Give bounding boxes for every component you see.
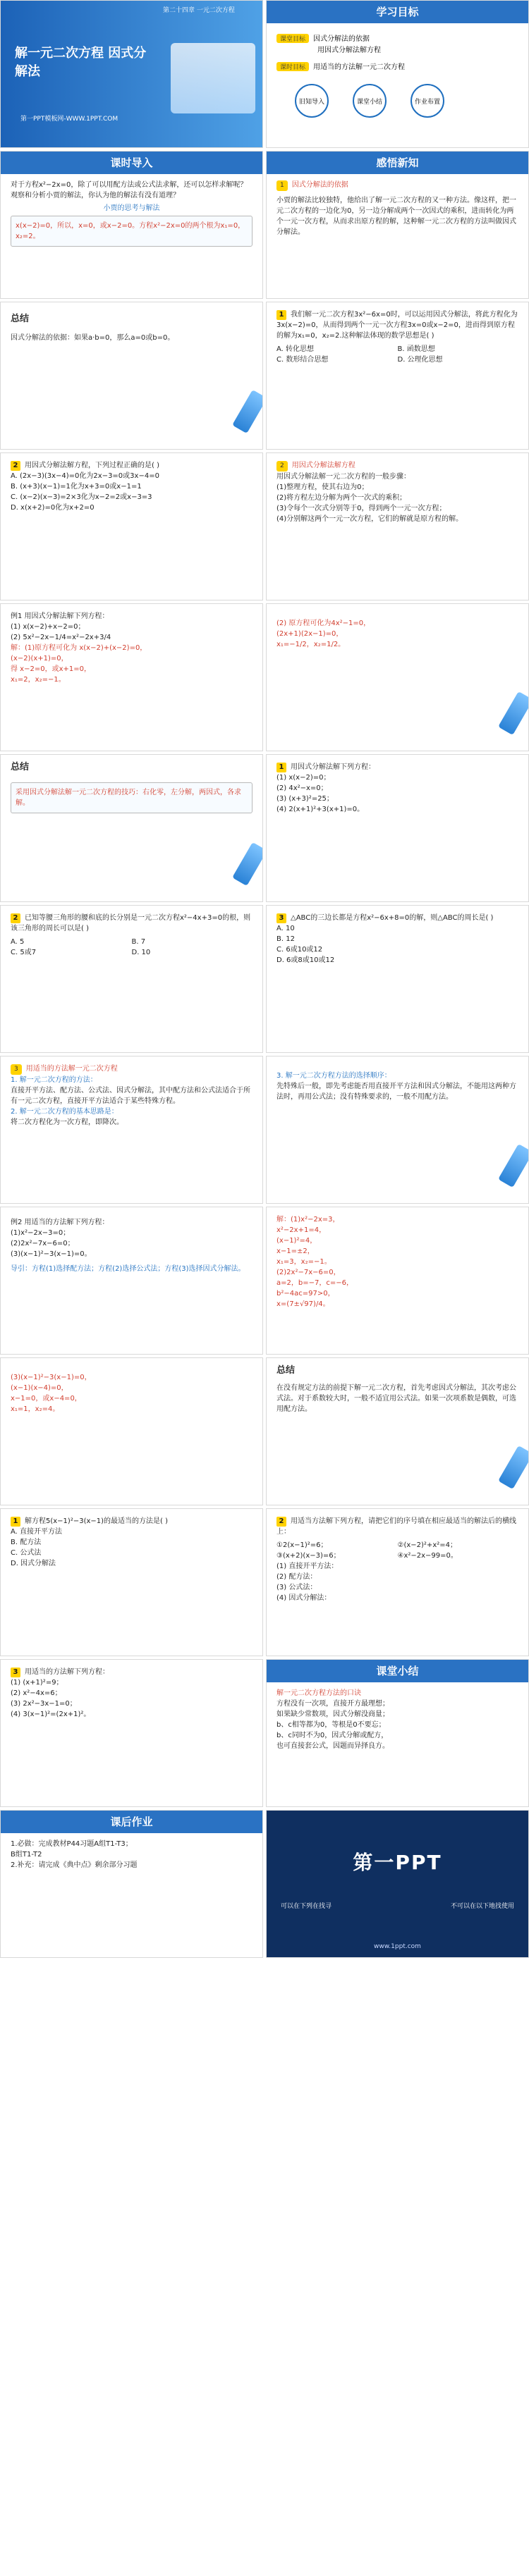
q6-number: 1 xyxy=(11,1517,20,1527)
ex2c-line-0: (3)(x−1)²−3(x−1)=0， xyxy=(11,1374,92,1381)
ex2-item-1: (1)x²−2x−3=0； xyxy=(11,1229,71,1237)
3d-shapes xyxy=(171,43,255,113)
q1-option-a[interactable]: A. 转化思想 xyxy=(276,345,315,353)
q4-option-d[interactable]: D. 10 xyxy=(131,949,151,956)
goals-titlebar xyxy=(267,1,528,23)
slide-learning-goals xyxy=(266,0,529,148)
goals-title: 学习目标 xyxy=(376,6,419,18)
ex1-solution-2: 得 x−2=0，或x+1=0， xyxy=(11,665,91,673)
ex2c-line-3: x₁=1，x₂=4。 xyxy=(11,1405,60,1413)
ex2b-line-5: (2)2x²−7x−6=0， xyxy=(276,1269,341,1276)
intro-text: 对于方程x²−2x=0，除了可以用配方法或公式法求解，还可以怎样求解呢？观察和分析小贾的解法，你认为他的解法有没有道理？ xyxy=(11,181,248,199)
goal-pill-2: 课堂小结 xyxy=(353,84,387,118)
q1-text: 我们解一元二次方程3x²−6x=0时，可以运用因式分解法，将此方程化为3x(x−2)=0，从而得到两个一元一次方程3x=0或x−2=0，进而得到原方程的解为x₁=0，x₂=2.这种解法体现的数学思想是( ) xyxy=(276,311,518,340)
q8-number: 3 xyxy=(11,1668,20,1677)
slide-q8 xyxy=(0,1659,263,1807)
q4-option-a[interactable]: A. 5 xyxy=(11,938,25,946)
top-label: 第二十四章 一元二次方程 xyxy=(163,7,235,14)
q7-method-3: (3) 公式法： xyxy=(276,1584,317,1591)
goal-2: 用因式分解法解方程 xyxy=(317,47,381,54)
goal-label-2: 课时目标 xyxy=(276,62,309,71)
q3-item-2: (2) 4x²−x=0； xyxy=(276,784,328,792)
k2-step-1: (1)整理方程，使其右边为0； xyxy=(276,483,369,491)
q8-item-2: (2) x²−4x=6； xyxy=(11,1689,62,1697)
ex1-solution-1: (x−2)(x+1)=0， xyxy=(11,655,68,663)
k2-title: 用因式分解法解方程 xyxy=(291,462,355,469)
ex2-item-2: (2)2x²−7x−6=0； xyxy=(11,1240,75,1247)
q6-option-b[interactable]: B. 配方法 xyxy=(11,1539,42,1546)
k3b-item-1: 先特殊后一般，即先考虑能否用直接开平方法和因式分解法，不能用这两种方法时，再用公式法；没有特殊要求的，一般不用配方法。 xyxy=(276,1083,516,1101)
slide-ex2 xyxy=(0,1207,263,1355)
q4-text: 已知等腰三角形的腰和底的长分别是一元二次方程x²−4x+3=0的根，则该三角形的周长可以是( ) xyxy=(11,914,251,932)
slide-k3b xyxy=(266,1056,529,1204)
goal-1: 因式分解法的依据 xyxy=(313,35,370,43)
q4-option-c[interactable]: C. 5或7 xyxy=(11,949,37,956)
ex2b-line-7: b²−4ac=97>0， xyxy=(276,1290,335,1298)
brand-slogan-1: 可以在下列在找寻 xyxy=(281,1903,332,1910)
pen-decoration-4 xyxy=(498,1144,529,1188)
intro-title: 课时导入 xyxy=(110,156,153,169)
q6-option-c[interactable]: C. 公式法 xyxy=(11,1549,42,1557)
slide-q6 xyxy=(0,1508,263,1656)
slide-k3: 3 用适当的方法解一元二次方程 1. 解一元二次方程的方法： 直接开平方法、配方法、公式法、因式分解法，其中配方法和公式法适合于所有一元二次方程，直接开平方法适合于某些特殊方程。 2. 解一元二次方程的基本思路是： 将二次方程化为一次方程，即降次。 xyxy=(0,1056,263,1204)
q4-option-b[interactable]: B. 7 xyxy=(131,938,146,946)
k3-item-1: 直接开平方法、配方法、公式法、因式分解法，其中配方法和公式法适合于所有一元二次方程，直接开平方法适合于某些特殊方程。 xyxy=(11,1087,250,1105)
q1-number: 1 xyxy=(276,310,286,320)
homework-item-2: 2.补充：请完成《典中点》剩余部分习题 xyxy=(11,1861,138,1869)
ex2c-line-2: x−1=0，或x−4=0， xyxy=(11,1395,82,1403)
ex2-title: 例2 用适当的方法解下列方程： xyxy=(11,1219,109,1226)
pen-decoration xyxy=(232,390,263,433)
slide-ex2b xyxy=(266,1207,529,1355)
goal-label-1: 课堂目标 xyxy=(276,34,309,43)
q2-option-d[interactable]: D. x(x+2)=0化为x+2=0 xyxy=(11,504,95,512)
q8-text: 用适当的方法解下列方程： xyxy=(25,1668,109,1676)
summary4-subtitle: 解一元二次方程方法的口诀 xyxy=(276,1689,361,1697)
summary1-title: 总结 xyxy=(11,314,30,324)
q3-number: 1 xyxy=(276,763,286,772)
summary2-title: 总结 xyxy=(11,762,30,772)
intro-hint: 小贾的思考与解法 xyxy=(103,204,160,212)
k1-title: 因式分解法的依据 xyxy=(291,181,348,189)
k2-step-3: (3)令每个一次式分别等于0，得到两个一元一次方程； xyxy=(276,505,446,512)
summary1-text: 因式分解法的依据：如果a·b=0，那么a=0或b=0。 xyxy=(11,334,175,342)
k3-item-0: 1. 解一元二次方程的方法： xyxy=(11,1076,97,1084)
k1-text: 小贾的解法比较独特，他给出了解一元二次方程的又一种方法。像这样，把一元二次方程的一边化为0，另一边分解成两个一次因式的乘积，进而转化为两个一元一次方程，从而求出原方程的解，这种解一元二次方程的方法叫做因式分解法。 xyxy=(276,197,516,236)
brand-url[interactable]: www.1ppt.com xyxy=(374,1943,421,1950)
summary4-line-4: 也可直接套公式，因题而异择良方。 xyxy=(276,1742,389,1750)
q7-item-4: ④x²−2x−99=0。 xyxy=(397,1552,458,1560)
summary4-line-1: 如果缺少常数项，因式分解没商量； xyxy=(276,1711,389,1718)
slide-q3 xyxy=(266,754,529,902)
q2-text: 用因式分解法解方程，下列过程正确的是( ) xyxy=(25,462,159,469)
q3-item-1: (1) x(x−2)=0； xyxy=(276,774,331,782)
q7-method-2: (2) 配方法： xyxy=(276,1573,317,1581)
ex2b-line-2: (x−1)²=4， xyxy=(276,1237,317,1245)
k2-step-0: 用因式分解法解一元二次方程的一般步骤： xyxy=(276,473,411,481)
brand-slogan-2: 不可以在以下地找使用 xyxy=(450,1903,514,1910)
q1-option-d[interactable]: D. 公理化思想 xyxy=(397,356,443,364)
goal-3: 用适当的方法解一元二次方程 xyxy=(313,63,406,71)
homework-title: 课后作业 xyxy=(110,1816,153,1828)
ex1-title: 例1 用因式分解法解下列方程： xyxy=(11,612,109,620)
ex2b-line-8: x=(7±√97)/4。 xyxy=(276,1300,330,1308)
pen-decoration-2 xyxy=(498,691,529,735)
pen-decoration-3 xyxy=(232,842,263,886)
homework-item-1: B组T1-T2 xyxy=(11,1851,42,1859)
k3-item-3: 将二次方程化为一次方程，即降次。 xyxy=(11,1118,123,1126)
q1-option-c[interactable]: C. 数形结合思想 xyxy=(276,356,329,364)
slide-brand xyxy=(266,1810,529,1958)
ex1b-line-1: (2x+1)(2x−1)=0， xyxy=(276,630,343,638)
q1-option-b[interactable]: B. 函数思想 xyxy=(397,345,435,353)
k3-title: 用适当的方法解一元二次方程 xyxy=(25,1065,118,1073)
summary4-title: 课堂小结 xyxy=(376,1665,419,1677)
slide-intro xyxy=(0,151,263,299)
slide-q2 xyxy=(0,452,263,600)
k2-step-4: (4)分别解这两个一元一次方程，它们的解就是原方程的解。 xyxy=(276,515,463,523)
q5-option-d[interactable]: D. 6或8或10或12 xyxy=(276,956,335,964)
k3-item-2: 2. 解一元二次方程的基本思路是： xyxy=(11,1108,118,1116)
q3-item-3: (3) (x+3)²=25； xyxy=(276,795,334,803)
q7-number: 2 xyxy=(276,1517,286,1527)
q8-item-4: (4) 3(x−1)²=(2x+1)²。 xyxy=(11,1711,91,1718)
slide-title xyxy=(0,0,263,148)
ex1b-line-2: x₁=−1/2，x₂=1/2。 xyxy=(276,641,346,648)
main-title: 解一元二次方程 因式分解法 xyxy=(15,46,147,79)
ex2b-line-1: x²−2x+1=4， xyxy=(276,1226,327,1234)
q2-option-a[interactable]: A. (2x−3)(3x−4)=0化为2x−3=0或3x−4=0 xyxy=(11,472,159,480)
slide-homework xyxy=(0,1810,263,1958)
q7-item-2: ②(x−2)²+x²=4； xyxy=(397,1541,457,1549)
slide-new-knowledge: 感悟新知 1 因式分解法的依据 小贾的解法比较独特，他给出了解一元二次方程的又一种方法。像这样，把一元二次方程的一边化为0，另一边分解成两个一次因式的乘积，进而转化为两个一元一次方程，从而求出原方程的解，这种解一元二次方程的方法叫做因式分解法。 xyxy=(266,151,529,299)
ex2-guide: 导引：方程(1)选择配方法；方程(2)选择公式法；方程(3)选择因式分解法。 xyxy=(11,1265,245,1273)
summary2-text: 采用因式分解法解一元二次方程的技巧：右化零，左分解，两因式，各求解。 xyxy=(11,782,253,813)
subtitle: 第一PPT模板网-WWW.1PPT.COM xyxy=(20,116,118,123)
ex2c-line-1: (x−1)(x−4)=0， xyxy=(11,1384,68,1392)
slide-k2: 2 用因式分解法解方程 用因式分解法解一元二次方程的一般步骤： (1)整理方程，使其右边为0； (2)将方程左边分解为两个一次式的乘积； (3)令每个一次式分别等于0，得到两个一元一次方程； (4)分别解这两个一元一次方程，它们的解就是原方程的解。 xyxy=(266,452,529,600)
q2-option-b[interactable]: B. (x+3)(x−1)=1化为x+3=0或x−1=1 xyxy=(11,483,142,491)
ex2b-line-4: x₁=3，x₂=−1。 xyxy=(276,1258,332,1266)
q5-number: 3 xyxy=(276,913,286,923)
k3b-item-0: 3. 解一元二次方程方法的选择顺序： xyxy=(276,1072,391,1080)
goal-pill-3: 作业布置 xyxy=(411,84,444,118)
slide-ex1b xyxy=(266,603,529,751)
q7-text: 用适当方法解下列方程，请把它们的序号填在相应最适当的解法后的横线上： xyxy=(276,1517,516,1536)
slide-summary-4 xyxy=(266,1659,529,1807)
q5-text: △ABC的三边长都是方程x²−6x+8=0的解，则△ABC的周长是( ) xyxy=(291,914,494,922)
ex1-item-2: (2) 5x²−2x−1/4=x²−2x+3/4 xyxy=(11,634,111,641)
q3-item-4: (4) 2(x+1)²+3(x+1)=0。 xyxy=(276,806,365,813)
goal-pill-1: 旧知导入 xyxy=(295,84,329,118)
ex2-item-3: (3)(x−1)²−3(x−1)=0。 xyxy=(11,1250,92,1258)
slide-q7 xyxy=(266,1508,529,1656)
q8-item-1: (1) (x+1)²=9； xyxy=(11,1679,63,1687)
ex1b-line-0: (2) 原方程可化为4x²−1=0， xyxy=(276,620,371,627)
slide-summary-3 xyxy=(266,1357,529,1505)
q2-option-c[interactable]: C. (x−2)(x−3)=2×3化为x−2=2或x−3=3 xyxy=(11,493,152,501)
homework-item-0: 1.必做：完成教材P44习题A组T1-T3； xyxy=(11,1840,133,1848)
q7-method-1: (1) 直接开平方法： xyxy=(276,1563,339,1570)
ex1-item-1: (1) x(x−2)+x−2=0； xyxy=(11,623,85,631)
slide-q4 xyxy=(0,905,263,1053)
q5-option-b[interactable]: B. 12 xyxy=(276,935,295,943)
pen-decoration-5 xyxy=(498,1446,529,1489)
slide-q5 xyxy=(266,905,529,1053)
q6-option-a[interactable]: A. 直接开平方法 xyxy=(11,1528,63,1536)
intro-box: x(x−2)=0，所以，x=0，或x−2=0。方程x²−2x=0的两个根为x₁=0，x₂=2。 xyxy=(11,216,253,247)
slide-summary-2 xyxy=(0,754,263,902)
summary4-line-2: b、c相等都为0，等根是0不要忘； xyxy=(276,1721,386,1729)
q7-item-1: ①2(x−1)²=6； xyxy=(276,1541,328,1549)
q3-text: 用因式分解法解下列方程： xyxy=(291,763,375,771)
new-knowledge-title: 感悟新知 xyxy=(376,156,419,169)
slide-ex1 xyxy=(0,603,263,751)
slide-summary-1 xyxy=(0,302,263,450)
summary3-title: 总结 xyxy=(276,1365,296,1376)
summary4-line-0: 方程没有一次项，直接开方最理想； xyxy=(276,1700,389,1708)
summary4-line-3: b、c同时不为0，因式分解或配方， xyxy=(276,1732,389,1739)
q7-method-4: (4) 因式分解法： xyxy=(276,1594,332,1602)
summary3-text: 在没有规定方法的前提下解一元二次方程，首先考虑因式分解法，其次考虑公式法。对于系数较大时，一般不适宜用公式法。如果一次项系数是偶数，可选用配方法。 xyxy=(276,1384,516,1413)
q5-option-a[interactable]: A. 10 xyxy=(276,925,295,932)
q4-number: 2 xyxy=(11,913,20,923)
ex2b-line-0: 解：(1)x²−2x=3， xyxy=(276,1216,340,1224)
ex2b-line-6: a=2，b=−7，c=−6， xyxy=(276,1279,353,1287)
slide-ex2c xyxy=(0,1357,263,1505)
q8-item-3: (3) 2x²−3x−1=0； xyxy=(11,1700,77,1708)
q5-option-c[interactable]: C. 6或10或12 xyxy=(276,946,323,954)
ex1-solution-0: 解：(1)原方程可化为 x(x−2)+(x−2)=0， xyxy=(11,644,147,652)
ex1-solution-3: x₁=2，x₂=−1。 xyxy=(11,676,66,684)
q6-option-d[interactable]: D. 因式分解法 xyxy=(11,1560,56,1567)
q7-item-3: ③(x+2)(x−3)=6； xyxy=(276,1552,341,1560)
q2-number: 2 xyxy=(11,461,20,471)
slide-q1 xyxy=(266,302,529,450)
q6-text: 解方程5(x−1)²−3(x−1)的最适当的方法是( ) xyxy=(25,1517,169,1525)
k2-step-2: (2)将方程左边分解为两个一次式的乘积； xyxy=(276,494,407,502)
brand-logo: 第一PPT xyxy=(353,1851,442,1874)
ex2b-line-3: x−1=±2， xyxy=(276,1247,315,1255)
